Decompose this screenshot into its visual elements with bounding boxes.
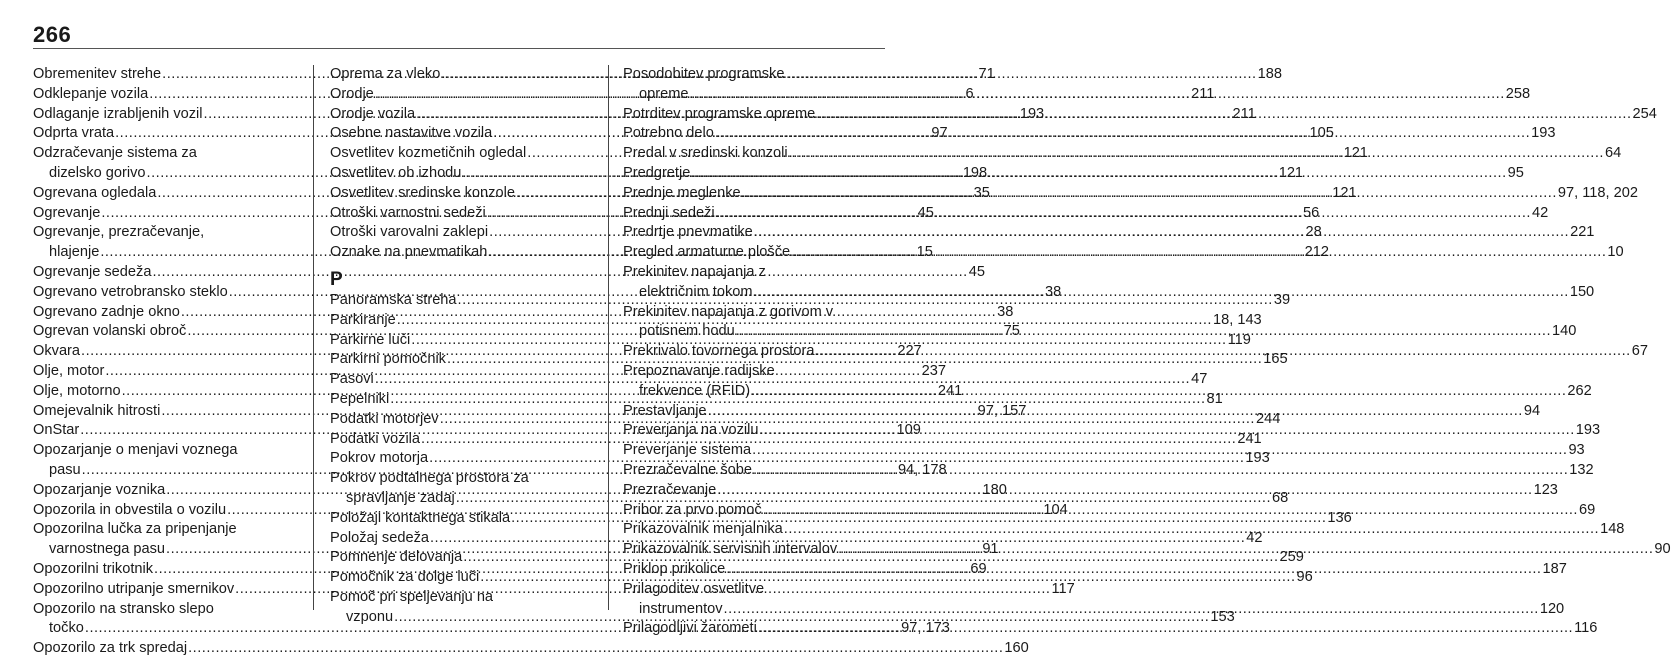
index-entry-label: Potrebno delo — [623, 125, 714, 142]
page-reference[interactable]: 188 — [1257, 66, 1282, 82]
page-reference[interactable]: 97, 173 — [901, 620, 950, 637]
dot-leader — [754, 223, 1569, 243]
page-reference[interactable]: 237 — [921, 362, 947, 379]
dot-leader — [751, 382, 1566, 402]
index-entry-label: Olje, motorno — [33, 382, 121, 399]
index-entry-label: Osebne nastavitve vozila — [330, 125, 493, 142]
index-entry-continuation: frekvence (RFID) — [639, 382, 751, 399]
page-reference[interactable]: 117 — [1051, 580, 1075, 597]
dot-leader — [717, 481, 1532, 501]
index-entry-label: Omejevalnik hitrosti — [33, 402, 161, 419]
index-entry-continuation: vzponu — [346, 608, 394, 625]
page-reference[interactable]: 15 — [916, 244, 933, 261]
page-reference[interactable]: 259 — [1279, 549, 1304, 566]
page-reference[interactable]: 97, 118, 202 — [1557, 184, 1638, 201]
index-entry-label: Orodje vozila — [330, 105, 416, 122]
dot-leader — [789, 144, 1604, 164]
dot-leader — [188, 639, 1003, 659]
page-reference[interactable]: 35 — [973, 184, 990, 201]
index-entry-continuation: točko — [49, 620, 84, 637]
dot-leader — [752, 441, 1567, 461]
index-entry-label: Opozorilo na stransko slepo — [33, 600, 214, 617]
index-entry-label: Odklepanje vozila — [33, 85, 149, 102]
dot-leader — [753, 461, 1568, 481]
header-rule — [33, 48, 885, 49]
page-reference[interactable]: 104 — [1043, 501, 1068, 518]
page-reference[interactable]: 211 — [1232, 105, 1256, 122]
index-entry-label: Orodje — [330, 85, 374, 102]
index-entry-label: Ogrevanje sedeža — [33, 263, 152, 280]
page-reference[interactable]: 45 — [968, 263, 985, 280]
index-entry-label: Prekinitev napajanja z — [623, 263, 766, 280]
page-reference[interactable]: 109 — [896, 422, 921, 439]
page-reference[interactable]: 68 — [1272, 489, 1289, 506]
page-reference[interactable]: 28 — [1305, 224, 1322, 241]
index-entry-label: Podatki vozila — [330, 430, 421, 447]
page-reference[interactable]: 42 — [1531, 204, 1549, 221]
index-entry-label: Pasovi — [330, 371, 374, 388]
index-entry-label: Prilagoditev osvetlitve — [623, 580, 765, 597]
dot-leader — [736, 322, 1551, 342]
page-reference[interactable]: 56 — [1303, 204, 1320, 221]
page-reference[interactable]: 212 — [1304, 244, 1330, 261]
dot-leader — [758, 619, 1573, 639]
page-reference[interactable]: 38 — [997, 303, 1014, 320]
index-entry-label: Opozorilo za trk spredaj — [33, 640, 188, 657]
index-entry-label: Opozarjanje o menjavi voznega — [33, 442, 238, 459]
page-reference[interactable]: 160 — [1004, 640, 1029, 657]
index-entry-label: Položaj sedeža — [330, 529, 429, 546]
index-entry-label: Okvara — [33, 343, 81, 360]
page-reference[interactable]: 193 — [1575, 422, 1601, 439]
index-entry-label: Prestavljanje — [623, 402, 707, 419]
index-entry-continuation: opreme — [639, 85, 689, 102]
index-entry-label: Otroški varovalni zaklepi — [330, 224, 489, 241]
page-reference[interactable]: 193 — [1531, 125, 1556, 142]
page-reference[interactable]: 121 — [1343, 145, 1368, 162]
index-entry-label: Parkiranje — [330, 311, 396, 328]
page-reference[interactable]: 140 — [1552, 323, 1577, 340]
dot-leader — [791, 243, 1606, 263]
index-entry-label: Pomočnik za dolge luči — [330, 569, 480, 586]
page-reference[interactable]: 69 — [970, 560, 987, 577]
dot-leader — [708, 402, 1523, 422]
index-entry — [33, 639, 1029, 659]
index-entry-continuation: hlajenje — [49, 244, 100, 261]
index-entry-label: Pokrov podtalnega prostora za — [330, 470, 529, 487]
index-entry-label: Ogrevana ogledala — [33, 184, 157, 201]
dot-leader — [759, 421, 1574, 441]
dot-leader — [784, 520, 1599, 540]
page-reference[interactable]: 198 — [962, 164, 988, 181]
page-reference[interactable]: 90 — [1654, 541, 1671, 558]
index-entry-continuation: spravljanje zadaj — [346, 489, 455, 506]
page-reference[interactable]: 39 — [1273, 291, 1291, 308]
index-entry-label: Pokrov motorja — [330, 450, 429, 467]
page-reference[interactable]: 6 — [965, 85, 974, 102]
page-reference[interactable]: 38 — [1044, 283, 1062, 300]
page-reference[interactable]: 132 — [1569, 461, 1594, 478]
dot-leader — [716, 204, 1531, 224]
index-entry-continuation: varnostnega pasu — [49, 541, 166, 558]
page-number: 266 — [33, 22, 72, 47]
page-reference[interactable]: 97, 157 — [977, 402, 1027, 419]
index-entry-label: Olje, motor — [33, 362, 105, 379]
dot-leader — [763, 501, 1578, 521]
page-reference[interactable]: 165 — [1263, 351, 1288, 368]
page-reference[interactable]: 47 — [1191, 371, 1208, 388]
page-reference[interactable]: 116 — [1574, 620, 1598, 637]
dot-leader — [838, 540, 1653, 560]
index-entry-label: Prikazovalnik menjalnika — [623, 521, 783, 538]
page-reference[interactable]: 254 — [1632, 105, 1657, 122]
page-reference[interactable]: 211 — [1191, 85, 1215, 102]
index-entry-label: Prezračevalne šobe — [623, 461, 752, 478]
dot-leader — [742, 184, 1557, 204]
page-reference[interactable]: 10 — [1607, 244, 1624, 261]
page-reference[interactable]: 75 — [1003, 323, 1020, 340]
index-entry-label: Predal v sredinski konzoli — [623, 145, 788, 162]
dot-leader — [815, 342, 1630, 362]
index-entry-label: Predgretje — [623, 164, 691, 181]
index-entry-label: Oznake na pnevmatikah — [330, 244, 488, 261]
page-reference[interactable]: 262 — [1567, 382, 1592, 399]
column-divider — [313, 65, 314, 610]
index-entry-label: Ogrevanje — [33, 204, 101, 221]
page-reference[interactable]: 120 — [1539, 600, 1565, 617]
index-entry-label: Posodobitev programske — [623, 66, 785, 82]
page-reference[interactable]: 123 — [1533, 481, 1558, 498]
dot-leader — [724, 600, 1539, 620]
page-reference[interactable]: 221 — [1570, 224, 1595, 241]
page-reference[interactable]: 69 — [1578, 501, 1596, 518]
index-entry-label: Opozorila in obvestila o vozilu — [33, 501, 227, 518]
dot-leader — [689, 85, 1504, 105]
index-entry-label: Parkirne luči — [330, 331, 411, 348]
page-reference[interactable]: 119 — [1227, 331, 1251, 348]
page-reference[interactable]: 95 — [1507, 164, 1524, 181]
page-reference[interactable]: 94 — [1523, 402, 1541, 419]
index-entry-label: Osvetlitev sredinske konzole — [330, 184, 515, 201]
page-reference[interactable]: 244 — [1255, 410, 1281, 427]
index-entry-label: Predrtje pnevmatike — [623, 224, 753, 241]
index-entry-label: Pepelniki — [330, 390, 390, 407]
index-entry-label: OnStar — [33, 422, 80, 439]
index-entry-label: Osvetlitev kozmetičnih ogledal — [330, 145, 527, 162]
dot-leader — [816, 105, 1631, 125]
index-entry-continuation: pasu — [49, 461, 81, 478]
index-entry-continuation: potisnem hodu — [639, 323, 735, 340]
index-entry-label: Položaji kontaktnega stikala — [330, 509, 511, 526]
index-entry-label: Ogrevanje, prezračevanje, — [33, 224, 205, 241]
index-entry-label: Ogrevano zadnje okno — [33, 303, 180, 320]
page-reference[interactable]: 42 — [1246, 529, 1263, 546]
page-reference[interactable]: 193 — [1019, 105, 1045, 122]
index-entry-label: Otroški varnostni sedeži — [330, 204, 486, 221]
index-entry-label: Pomoč pri speljevanju na — [330, 588, 494, 605]
page-reference[interactable]: 67 — [1631, 343, 1648, 360]
index-entry-label: Odlaganje izrabljenih vozil — [33, 105, 203, 122]
dot-leader — [754, 283, 1569, 303]
page-reference[interactable]: 45 — [917, 204, 934, 221]
page-reference[interactable]: 150 — [1569, 283, 1595, 300]
index-entry-label: Odprta vrata — [33, 125, 115, 142]
dot-leader — [691, 164, 1506, 184]
page-reference[interactable]: 18, 143 — [1212, 311, 1262, 328]
index-entry-label: Opozarjanje voznika — [33, 481, 166, 498]
page-reference[interactable]: 193 — [1245, 450, 1270, 467]
page-reference[interactable]: 241 — [937, 382, 963, 399]
index-entry-label: Oprema za vleko — [330, 66, 441, 82]
index-entry-label: Parkirni pomočnik — [330, 351, 446, 368]
index-entry-continuation: električnim tokom — [639, 283, 753, 300]
index-entry-label: Opozorilna lučka za pripenjanje — [33, 521, 237, 538]
index-entry-label: Panoramska streha — [330, 291, 457, 308]
page-reference[interactable]: 148 — [1600, 521, 1625, 538]
index-entry-label: Prednje meglenke — [623, 184, 741, 201]
page-reference[interactable]: 81 — [1206, 390, 1223, 407]
index-letter-heading: P — [330, 268, 343, 290]
page-reference[interactable]: 94, 178 — [897, 461, 947, 478]
index-entry-label: Pomnenje delovanja — [330, 549, 463, 566]
index-entry-label: Ogrevano vetrobransko steklo — [33, 283, 228, 300]
index-entry-label: Prezračevanje — [623, 481, 717, 498]
index-entry-label: Pregled armaturne plošče — [623, 244, 791, 261]
index-entry-label: Prekrivalo tovornega prostora — [623, 343, 815, 360]
index-entry-label: Prilagodljivi žarometi — [623, 620, 757, 637]
dot-leader — [715, 124, 1530, 144]
dot-leader — [726, 560, 1541, 580]
page-reference[interactable]: 258 — [1505, 85, 1531, 102]
page-reference[interactable]: 121 — [1332, 184, 1357, 201]
page-reference[interactable]: 121 — [1278, 164, 1304, 181]
page-reference[interactable]: 187 — [1542, 560, 1567, 577]
index-entry-label: Podatki motorjev — [330, 410, 439, 427]
index-entry-label: Odzračevanje sistema za — [33, 145, 197, 162]
column-divider — [608, 65, 609, 610]
index-entry-continuation: dizelsko gorivo — [49, 164, 146, 181]
index-entry-label: Prikazovalnik servisnih intervalov — [623, 541, 838, 558]
page-reference[interactable]: 71 — [978, 66, 995, 82]
index-entry-label: Preverjanja na vozilu — [623, 422, 759, 439]
page-reference[interactable]: 105 — [1309, 125, 1334, 142]
page-reference[interactable]: 153 — [1210, 608, 1235, 625]
index-entry-label: Osvetlitev ob izhodu — [330, 164, 462, 181]
page-reference[interactable]: 96 — [1296, 569, 1313, 586]
page-reference[interactable]: 93 — [1568, 442, 1585, 459]
index-entry-label: Prednji sedeži — [623, 204, 715, 221]
page-reference[interactable]: 227 — [897, 343, 922, 360]
page-reference[interactable]: 136 — [1327, 509, 1352, 526]
index-entry-label: Prekinitev napajanja z gorivom v — [623, 303, 834, 320]
index-entry-label: Preverjanje sistema — [623, 442, 752, 459]
index-entry-label: Opozorilni trikotnik — [33, 560, 154, 577]
page-reference[interactable]: 97 — [931, 125, 948, 142]
page-reference[interactable]: 180 — [982, 481, 1007, 498]
page-reference[interactable]: 241 — [1237, 430, 1262, 447]
page-reference[interactable]: 64 — [1604, 145, 1622, 162]
page-reference[interactable]: 91 — [982, 541, 999, 558]
index-entry-label: Prepoznavanje radijske — [623, 362, 775, 379]
index-entry-label: Opozorilno utripanje smernikov — [33, 580, 235, 597]
index-entry-label: Pribor za prvo pomoč — [623, 501, 762, 518]
index-entry-continuation: instrumentov — [639, 600, 723, 617]
index-entry-label: Ogrevan volanski obroč — [33, 323, 187, 340]
index-entry-label: Priklop prikolice — [623, 560, 726, 577]
index-entry-label: Potrditev programske opreme — [623, 105, 816, 122]
index-entry-label: Obremenitev strehe — [33, 66, 162, 82]
